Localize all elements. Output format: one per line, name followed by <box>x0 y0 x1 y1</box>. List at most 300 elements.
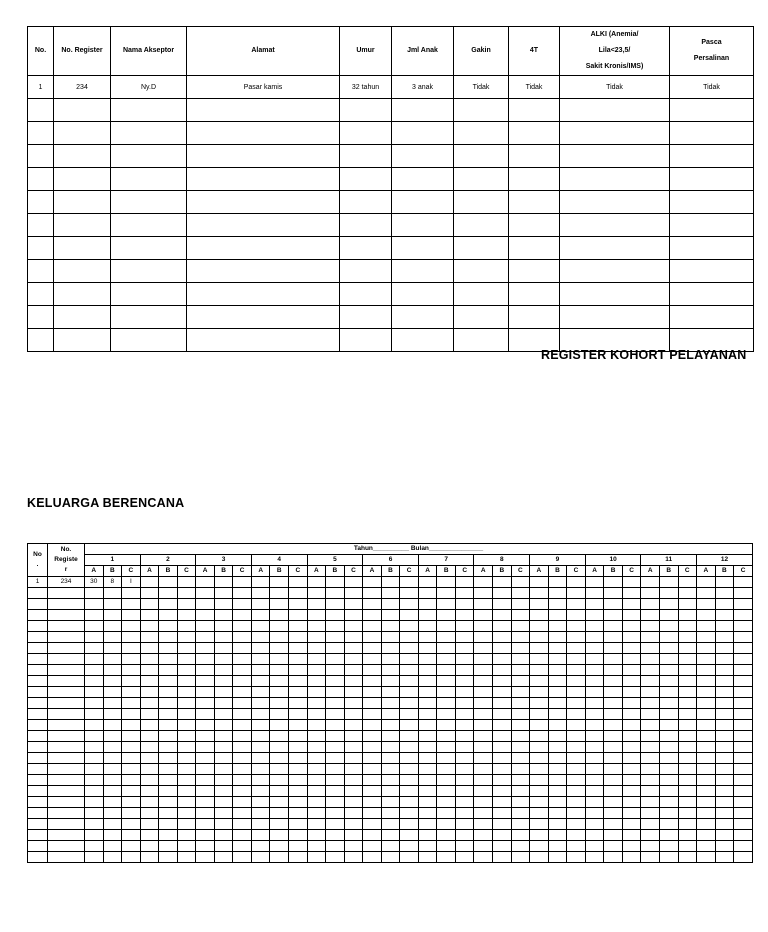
cell-month-8-a <box>474 676 493 687</box>
cell-month-8-c <box>511 709 530 720</box>
header-alki-line-3: Sakit Kronis/IMS) <box>585 63 644 70</box>
cell-month-2-a <box>140 709 159 720</box>
cell-month-4-b <box>270 819 289 830</box>
cell-month-6-c <box>400 599 419 610</box>
cell-no <box>28 819 48 830</box>
cell-month-5-a <box>307 808 326 819</box>
cell-month-11-a <box>641 709 660 720</box>
table-row <box>28 260 754 283</box>
cell-month-10-b <box>604 676 623 687</box>
cell-month-8-a <box>474 830 493 841</box>
cell-month-8-c <box>511 676 530 687</box>
cell-month-5-a <box>307 687 326 698</box>
cell-month-12-c <box>734 808 753 819</box>
cell-month-7-c <box>455 665 474 676</box>
cell-month-7-b <box>437 687 456 698</box>
cell-month-4-c <box>289 577 308 588</box>
cell-month-12-b <box>715 577 734 588</box>
cell-month-7-a <box>418 764 437 775</box>
cell-month-10-a <box>585 709 604 720</box>
cell-month-7-c <box>455 852 474 863</box>
cell-month-12-c <box>734 731 753 742</box>
cell-month-9-c <box>567 665 586 676</box>
cell-month-7-b <box>437 753 456 764</box>
cell-month-6-c <box>400 731 419 742</box>
cell-month-3-a <box>196 720 215 731</box>
cell-month-10-c <box>622 830 641 841</box>
cell-month-10-b <box>604 665 623 676</box>
cell-month-11-a <box>641 731 660 742</box>
cell-month-11-c <box>678 588 697 599</box>
cell-month-11-c <box>678 764 697 775</box>
cell-month-3-b <box>214 841 233 852</box>
cell-month-11-a <box>641 588 660 599</box>
cell-alamat <box>187 329 340 352</box>
cell-month-5-b <box>326 830 345 841</box>
cell-month-3-c <box>233 775 252 786</box>
cell-month-1-c <box>122 687 141 698</box>
cell-no-register <box>48 588 85 599</box>
cell-month-8-c <box>511 720 530 731</box>
cell-month-11-c <box>678 643 697 654</box>
cell-month-5-b <box>326 841 345 852</box>
cell-jml-anak <box>392 99 454 122</box>
cell-month-8-c <box>511 819 530 830</box>
cell-month-9-a <box>530 764 549 775</box>
cell-month-1-a <box>85 797 104 808</box>
cell-month-1-a <box>85 676 104 687</box>
cell-month-2-b <box>159 599 178 610</box>
cell-month-7-b <box>437 709 456 720</box>
cell-month-8-a <box>474 643 493 654</box>
table-row <box>28 687 753 698</box>
cell-month-9-b <box>548 808 567 819</box>
cell-no-register <box>54 145 111 168</box>
cell-month-4-b <box>270 830 289 841</box>
cell-month-7-a <box>418 610 437 621</box>
cell-month-2-c <box>177 775 196 786</box>
cell-month-1-a <box>85 775 104 786</box>
cell-month-6-b <box>381 665 400 676</box>
cell-month-10-b <box>604 775 623 786</box>
monthly-header-months <box>28 555 753 566</box>
cell-month-3-c <box>233 654 252 665</box>
cell-month-1-b <box>103 720 122 731</box>
cell-month-6-c <box>400 588 419 599</box>
cell-month-7-b <box>437 852 456 863</box>
cell-month-12-a <box>697 786 716 797</box>
cell-month-11-a <box>641 621 660 632</box>
cell-month-8-b <box>493 698 512 709</box>
cell-month-10-a <box>585 720 604 731</box>
cell-month-1-c <box>122 786 141 797</box>
cell-month-10-b <box>604 830 623 841</box>
cell-month-11-a <box>641 676 660 687</box>
cell-month-11-a <box>641 698 660 709</box>
cell-month-12-b <box>715 654 734 665</box>
cell-month-9-a <box>530 819 549 830</box>
cell-no <box>28 731 48 742</box>
cell-month-9-a <box>530 665 549 676</box>
cell-month-1-a <box>85 698 104 709</box>
table-row <box>28 808 753 819</box>
cell-month-9-c <box>567 643 586 654</box>
cell-month-5-c <box>344 709 363 720</box>
cell-month-2-c <box>177 588 196 599</box>
table-row <box>28 720 753 731</box>
cell-month-2-b <box>159 709 178 720</box>
cell-alki <box>560 99 670 122</box>
cell-month-2-c <box>177 665 196 676</box>
cell-month-5-c <box>344 588 363 599</box>
cell-month-3-a <box>196 610 215 621</box>
cell-alamat <box>187 306 340 329</box>
cell-month-6-a <box>363 819 382 830</box>
cell-month-8-c <box>511 830 530 841</box>
cell-month-2-b <box>159 621 178 632</box>
cell-alki <box>560 260 670 283</box>
cell-month-10-a <box>585 698 604 709</box>
cell-month-6-b <box>381 753 400 764</box>
cell-month-10-a <box>585 841 604 852</box>
header-month-8-b: B <box>493 566 512 577</box>
header-month-9-b: B <box>548 566 567 577</box>
cell-month-6-a <box>363 687 382 698</box>
header-reg-line-2: Registe <box>54 556 78 563</box>
cell-month-3-a <box>196 709 215 720</box>
cell-month-4-b <box>270 797 289 808</box>
cell-month-6-b <box>381 819 400 830</box>
cell-nama-akseptor <box>111 145 187 168</box>
cell-alki <box>560 145 670 168</box>
cell-umur <box>340 214 392 237</box>
cell-month-10-a <box>585 577 604 588</box>
cell-no <box>28 588 48 599</box>
cell-month-2-c <box>177 709 196 720</box>
cell-month-1-b <box>103 852 122 863</box>
cell-month-3-c <box>233 720 252 731</box>
cell-month-8-b <box>493 599 512 610</box>
cell-month-2-c <box>177 610 196 621</box>
cell-month-9-b <box>548 577 567 588</box>
cell-month-10-c <box>622 720 641 731</box>
cell-month-12-b <box>715 621 734 632</box>
cell-month-6-c <box>400 786 419 797</box>
cell-month-6-a <box>363 665 382 676</box>
cell-month-11-a <box>641 720 660 731</box>
cell-month-3-b <box>214 676 233 687</box>
cell-no-register <box>54 99 111 122</box>
header-month-9-c: C <box>567 566 586 577</box>
cell-nama-akseptor <box>111 283 187 306</box>
cell-month-3-c <box>233 621 252 632</box>
cell-month-5-a <box>307 676 326 687</box>
cell-alki <box>560 306 670 329</box>
cell-month-12-b <box>715 764 734 775</box>
cell-month-4-b <box>270 808 289 819</box>
cell-month-5-a <box>307 852 326 863</box>
cell-no-register <box>48 709 85 720</box>
cell-month-4-a <box>251 610 270 621</box>
cell-month-6-c <box>400 720 419 731</box>
cell-month-2-b <box>159 852 178 863</box>
cell-month-1-a <box>85 786 104 797</box>
cell-gakin <box>454 306 509 329</box>
cell-month-3-c <box>233 786 252 797</box>
cell-month-4-a <box>251 753 270 764</box>
cell-month-1-a <box>85 819 104 830</box>
cell-month-6-a <box>363 797 382 808</box>
cell-month-1-a <box>85 852 104 863</box>
cell-month-11-c <box>678 665 697 676</box>
cell-month-11-a <box>641 852 660 863</box>
cell-month-12-c <box>734 698 753 709</box>
cell-month-2-c <box>177 687 196 698</box>
cell-month-10-b <box>604 610 623 621</box>
cell-month-2-b <box>159 819 178 830</box>
cell-month-9-a <box>530 852 549 863</box>
cell-month-6-b <box>381 621 400 632</box>
cell-4t <box>509 260 560 283</box>
cell-month-1-b <box>103 676 122 687</box>
cell-month-1-c <box>122 610 141 621</box>
cell-month-12-c <box>734 643 753 654</box>
cell-month-5-b <box>326 599 345 610</box>
cell-month-12-a <box>697 720 716 731</box>
cell-month-4-a <box>251 709 270 720</box>
cell-month-12-c <box>734 632 753 643</box>
cell-month-3-c <box>233 841 252 852</box>
cell-month-9-c <box>567 830 586 841</box>
cell-month-10-c <box>622 676 641 687</box>
cell-month-8-c <box>511 841 530 852</box>
cell-month-1-c <box>122 830 141 841</box>
cell-month-12-c <box>734 599 753 610</box>
cell-alamat: Pasar kamis <box>187 76 340 99</box>
cell-no <box>28 830 48 841</box>
cell-month-10-c <box>622 775 641 786</box>
cell-month-7-c <box>455 742 474 753</box>
cell-month-11-c <box>678 698 697 709</box>
header-month-4: 4 <box>251 555 307 566</box>
cell-jml-anak <box>392 306 454 329</box>
header-month-7-a: A <box>418 566 437 577</box>
cell-month-6-c <box>400 753 419 764</box>
cell-4t <box>509 122 560 145</box>
cell-month-6-a <box>363 698 382 709</box>
cell-month-6-a <box>363 577 382 588</box>
cell-month-6-b <box>381 709 400 720</box>
table-row <box>28 764 753 775</box>
cell-month-8-c <box>511 632 530 643</box>
cell-month-12-b <box>715 643 734 654</box>
cell-month-6-b <box>381 720 400 731</box>
cell-month-3-a <box>196 841 215 852</box>
header-month-4-b: B <box>270 566 289 577</box>
cell-no-register <box>48 830 85 841</box>
cell-no <box>28 145 54 168</box>
cell-month-7-c <box>455 830 474 841</box>
cell-month-10-c <box>622 643 641 654</box>
cell-month-11-c <box>678 753 697 764</box>
cell-month-10-a <box>585 852 604 863</box>
cell-no-register <box>54 122 111 145</box>
cell-month-4-b <box>270 643 289 654</box>
cell-month-12-c <box>734 665 753 676</box>
cell-month-8-b <box>493 632 512 643</box>
cell-month-6-c <box>400 852 419 863</box>
cell-month-1-b <box>103 797 122 808</box>
cell-month-3-b <box>214 830 233 841</box>
cell-month-5-a <box>307 830 326 841</box>
cell-month-3-c <box>233 764 252 775</box>
cell-month-9-c <box>567 698 586 709</box>
cell-month-12-c <box>734 610 753 621</box>
cell-month-12-c <box>734 654 753 665</box>
cell-month-3-b <box>214 665 233 676</box>
cell-month-3-a <box>196 643 215 654</box>
cell-month-2-a <box>140 599 159 610</box>
cell-month-4-b <box>270 654 289 665</box>
cell-month-11-c <box>678 841 697 852</box>
cell-month-5-b <box>326 588 345 599</box>
header-month-9-a: A <box>530 566 549 577</box>
cell-alki <box>560 122 670 145</box>
cell-month-2-c <box>177 731 196 742</box>
header-month-8: 8 <box>474 555 530 566</box>
cell-no <box>28 654 48 665</box>
cell-month-2-b <box>159 610 178 621</box>
cell-month-7-a <box>418 819 437 830</box>
cell-month-10-a <box>585 775 604 786</box>
cell-month-2-b <box>159 830 178 841</box>
cell-month-1-b <box>103 632 122 643</box>
cell-month-6-b <box>381 775 400 786</box>
cell-month-9-b <box>548 742 567 753</box>
cell-month-5-b <box>326 621 345 632</box>
cell-month-11-c <box>678 610 697 621</box>
cell-month-3-b <box>214 654 233 665</box>
cell-no-register <box>48 621 85 632</box>
cell-month-7-a <box>418 786 437 797</box>
cell-month-2-a <box>140 852 159 863</box>
cell-month-7-a <box>418 742 437 753</box>
cell-month-7-c <box>455 709 474 720</box>
cell-month-6-a <box>363 676 382 687</box>
header-month-2-b: B <box>159 566 178 577</box>
cell-month-3-a <box>196 654 215 665</box>
cell-month-7-a <box>418 599 437 610</box>
cell-month-4-c <box>289 588 308 599</box>
cell-month-9-c <box>567 775 586 786</box>
cell-month-10-c <box>622 687 641 698</box>
cell-alki <box>560 283 670 306</box>
cell-month-11-a <box>641 599 660 610</box>
cell-month-7-a <box>418 841 437 852</box>
cell-month-9-c <box>567 786 586 797</box>
cell-month-9-b <box>548 643 567 654</box>
cell-month-9-b <box>548 841 567 852</box>
cell-month-6-a <box>363 764 382 775</box>
cell-month-1-c <box>122 731 141 742</box>
cell-month-9-c <box>567 819 586 830</box>
cell-no-register <box>48 599 85 610</box>
cell-month-4-a <box>251 621 270 632</box>
cell-month-3-b <box>214 819 233 830</box>
cell-month-6-a <box>363 588 382 599</box>
cell-gakin <box>454 145 509 168</box>
table-row <box>28 76 754 99</box>
cell-month-12-a <box>697 742 716 753</box>
cell-month-8-a <box>474 621 493 632</box>
header-no-register <box>48 544 85 577</box>
table-row <box>28 698 753 709</box>
cell-month-9-a <box>530 687 549 698</box>
cell-umur <box>340 99 392 122</box>
cell-month-4-c <box>289 698 308 709</box>
cell-month-2-b <box>159 720 178 731</box>
cell-no-register <box>48 764 85 775</box>
cell-month-11-c <box>678 687 697 698</box>
cell-month-4-a <box>251 687 270 698</box>
cell-month-8-a <box>474 852 493 863</box>
cell-month-5-b <box>326 764 345 775</box>
cell-month-1-c <box>122 753 141 764</box>
cell-month-10-c <box>622 742 641 753</box>
cell-month-6-a <box>363 709 382 720</box>
table-row <box>28 841 753 852</box>
cell-month-3-a <box>196 775 215 786</box>
cell-4t <box>509 145 560 168</box>
header-no-line-1: No <box>33 551 42 558</box>
cell-month-2-c <box>177 797 196 808</box>
header-month-12: 12 <box>697 555 753 566</box>
cell-month-4-a <box>251 643 270 654</box>
cell-month-4-a <box>251 731 270 742</box>
cell-no-register <box>48 731 85 742</box>
header-month-3: 3 <box>196 555 252 566</box>
header-month-10: 10 <box>585 555 641 566</box>
cell-month-7-c <box>455 676 474 687</box>
cell-month-2-b <box>159 687 178 698</box>
cell-month-6-b <box>381 731 400 742</box>
cell-month-7-a <box>418 720 437 731</box>
cell-month-8-c <box>511 577 530 588</box>
cell-month-12-a <box>697 775 716 786</box>
cell-month-2-b <box>159 665 178 676</box>
cell-jml-anak <box>392 122 454 145</box>
cell-month-7-c <box>455 588 474 599</box>
cell-umur <box>340 283 392 306</box>
cell-month-2-a <box>140 665 159 676</box>
cell-month-10-b <box>604 852 623 863</box>
cell-month-9-b <box>548 731 567 742</box>
cell-month-6-b <box>381 687 400 698</box>
cell-month-2-c <box>177 643 196 654</box>
cell-month-10-a <box>585 621 604 632</box>
cell-no-register <box>48 775 85 786</box>
cell-month-10-b <box>604 819 623 830</box>
cell-month-5-a <box>307 632 326 643</box>
cell-month-12-a <box>697 808 716 819</box>
cell-no <box>28 214 54 237</box>
cell-month-8-c <box>511 654 530 665</box>
cell-no-register <box>48 808 85 819</box>
cell-month-4-c <box>289 786 308 797</box>
cell-month-9-a <box>530 588 549 599</box>
cell-month-3-b <box>214 720 233 731</box>
cell-umur <box>340 122 392 145</box>
